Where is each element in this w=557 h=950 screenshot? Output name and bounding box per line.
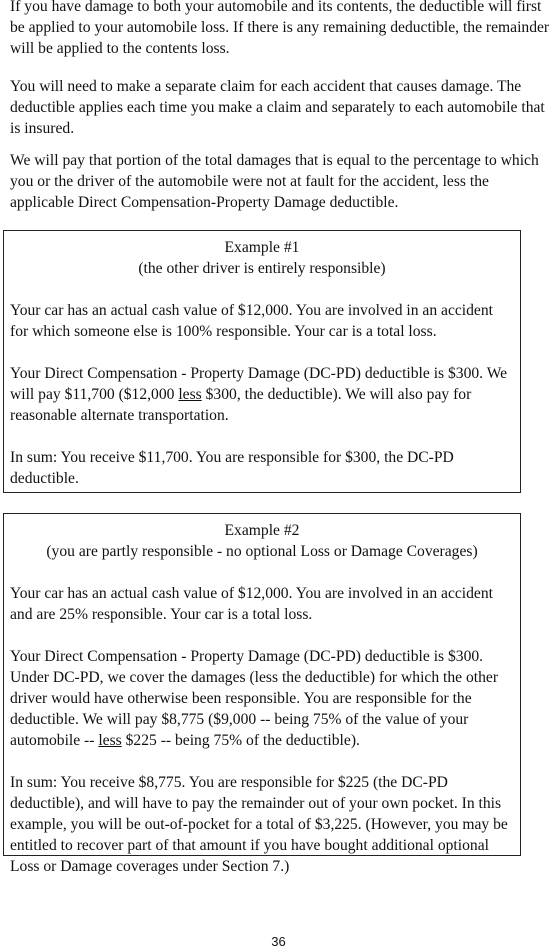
- example-2-subtitle: (you are partly responsible - no optional Loss or Damage Coverages): [46, 543, 478, 560]
- example-2-title: Example #2: [224, 522, 300, 539]
- paragraph-separate-claims: You will need to make a separate claim for each accident that causes damage. The deductible applies each time you make a claim and separately to each automobile that is insured.: [10, 78, 545, 137]
- example-1-scenario: Your car has an actual cash value of $12,000. You are involved in an accident for which someone else is 100% responsible. Your car is a total loss.: [10, 302, 493, 340]
- example-2-scenario: Your car has an actual cash value of $12,000. You are involved in an accident and are 25% responsible. Your car is a total loss.: [10, 585, 493, 623]
- example-1-subtitle: (the other driver is entirely responsible): [138, 260, 386, 277]
- paragraph-deductible-order: If you have damage to both your automobile and its contents, the deductible will first be applied to your automobile loss. If there is any remaining deductible, the remainder will be applied to the contents loss.: [10, 0, 550, 57]
- example-1-summary: In sum: You receive $11,700. You are responsible for $300, the DC-PD deductible.: [10, 449, 454, 487]
- paragraph-fault-percentage: We will pay that portion of the total damages that is equal to the percentage to which you or the driver of the automobile were not at fault for the accident, less the applicable Direct Compensation-Property Damage deductible.: [10, 152, 539, 211]
- example-2-box: [3, 513, 521, 875]
- example-1-title: Example #1: [224, 239, 300, 256]
- example-2-payment: Your Direct Compensation - Property Damage (DC-PD) deductible is $300. Under DC-PD, we cover the damages (less the deductible) for which the other driver would have otherwise been responsible. You are responsible for the deductible. We will pay $8,775 ($9,000 -- being 75% of the value of your automobile -- less $225 -- being 75% of the deductible).: [10, 648, 499, 749]
- example-2-summary: In sum: You receive $8,775. You are responsible for $225 (the DC-PD deductible), and will have to pay the remainder out of your own pocket. In this example, you will be out-of-pocket for a total of $3,225. (However, you may be entitled to recover part of that amount if you have bought additional optional Loss or Damage coverages under Section 7.): [10, 774, 508, 875]
- page-number: 36: [271, 934, 286, 949]
- example-1-payment: Your Direct Compensation - Property Damage (DC-PD) deductible is $300. We will pay $11,700 ($12,000 less $300, the deductible). We will also pay for reasonable alternate transportation.: [10, 365, 508, 424]
- example-1-box: [3, 230, 521, 493]
